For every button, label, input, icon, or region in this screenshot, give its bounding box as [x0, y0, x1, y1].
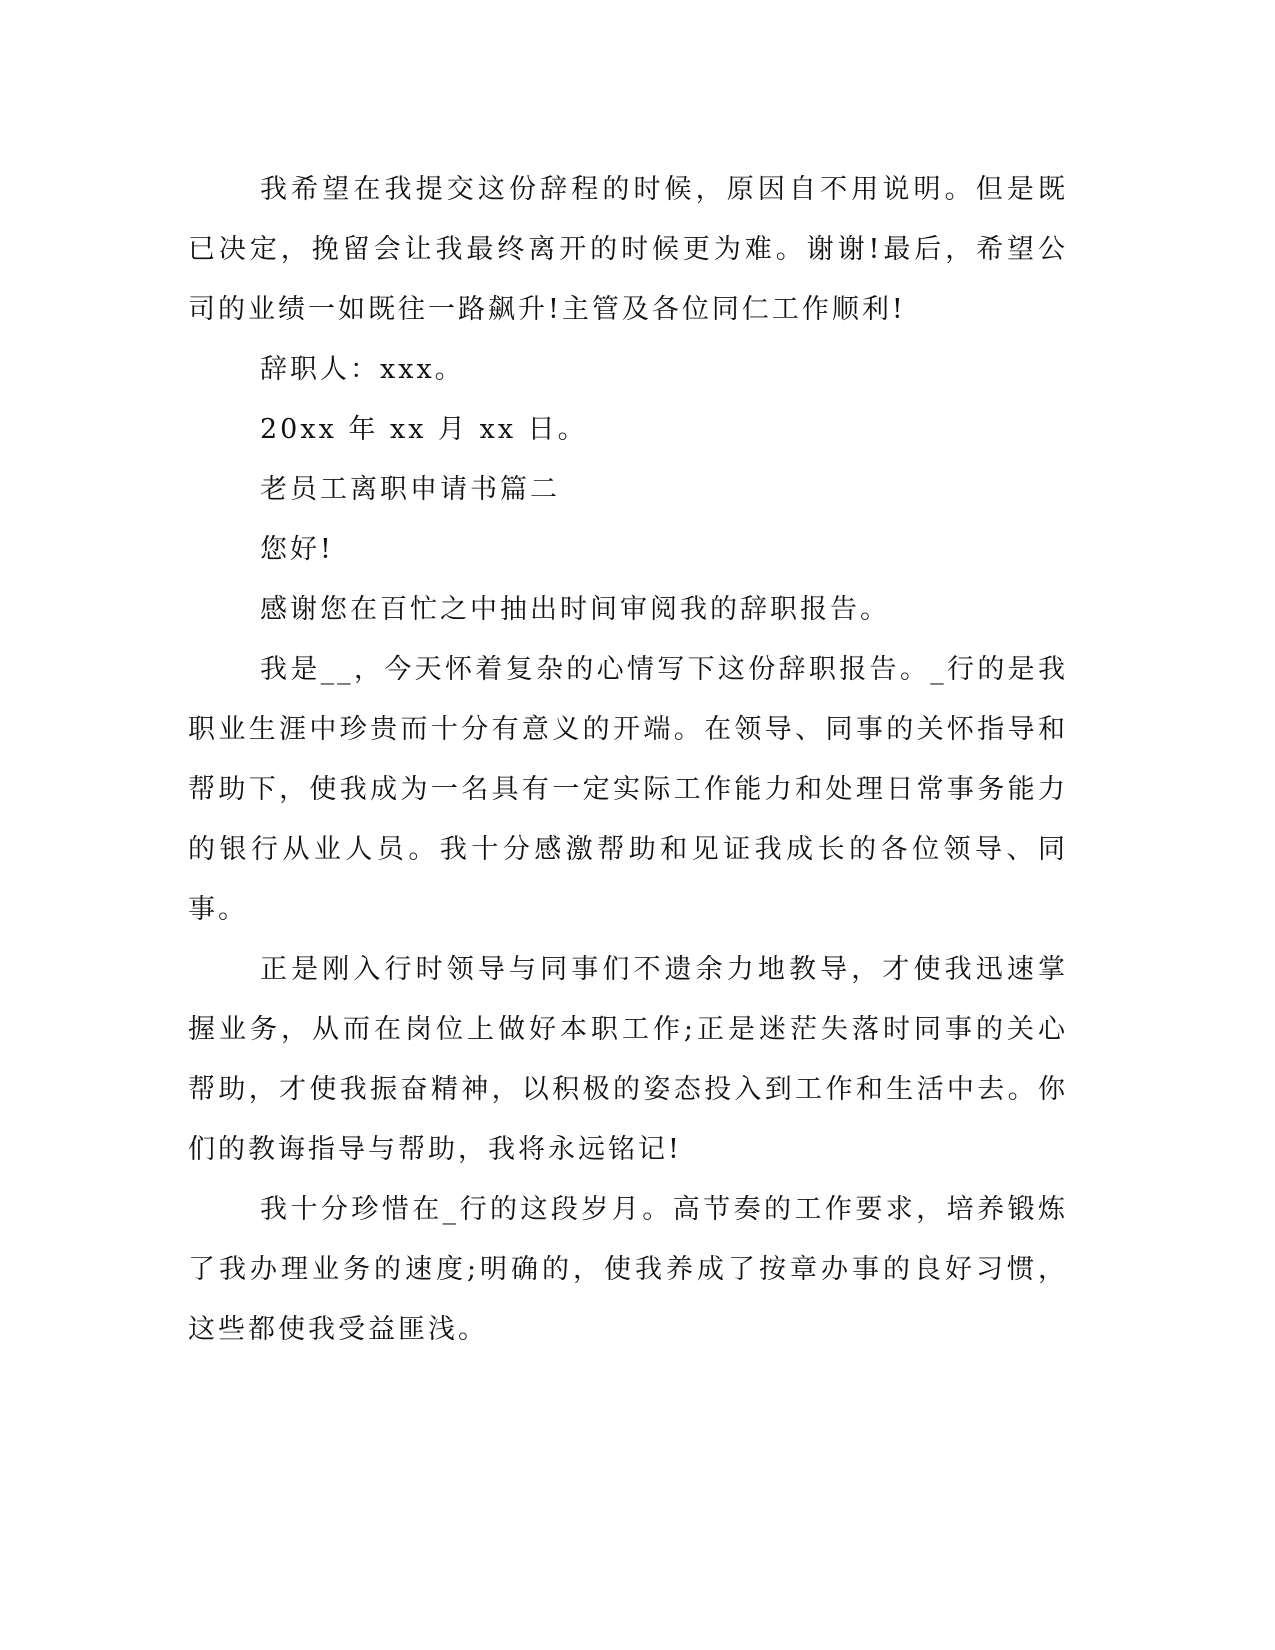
paragraph-gratitude: 正是刚入行时领导与同事们不遗余力地教导，才使我迅速掌握业务，从而在岗位上做好本职工作;正是迷茫失落时同事的关心帮助，才使我振奋精神，以积极的姿态投入到工作和生活中去。你们的教诲指导与帮助，我将永远铭记! [188, 954, 1068, 1165]
paragraph-date: 20xx 年 xx 月 xx 日。 [260, 414, 588, 445]
paragraph-introduction: 我是__，今天怀着复杂的心情写下这份辞职报告。_行的是我职业生涯中珍贵而十分有意义的开端。在领导、同事的关怀指导和帮助下，使我成为一名具有一定实际工作能力和处理日常事务能力的银行从业人员。我十分感激帮助和见证我成长的各位领导、同事。 [188, 654, 1068, 925]
paragraph-greeting: 您好! [260, 534, 334, 565]
paragraph-reflection: 我十分珍惜在_行的这段岁月。高节奏的工作要求，培养锻炼了我办理业务的速度;明确的，使我养成了按章办事的良好习惯，这些都使我受益匪浅。 [188, 1194, 1068, 1345]
document-body [188, 160, 1068, 1360]
paragraph-closing-wishes: 我希望在我提交这份辞程的时候，原因自不用说明。但是既已决定，挽留会让我最终离开的时候更为难。谢谢!最后，希望公司的业绩一如既往一路飙升!主管及各位同仁工作顺利! [188, 174, 1068, 325]
section-title: 老员工离职申请书篇二 [260, 474, 560, 505]
paragraph-signature: 辞职人：xxx。 [260, 354, 465, 385]
paragraph-thanks: 感谢您在百忙之中抽出时间审阅我的辞职报告。 [260, 594, 890, 625]
